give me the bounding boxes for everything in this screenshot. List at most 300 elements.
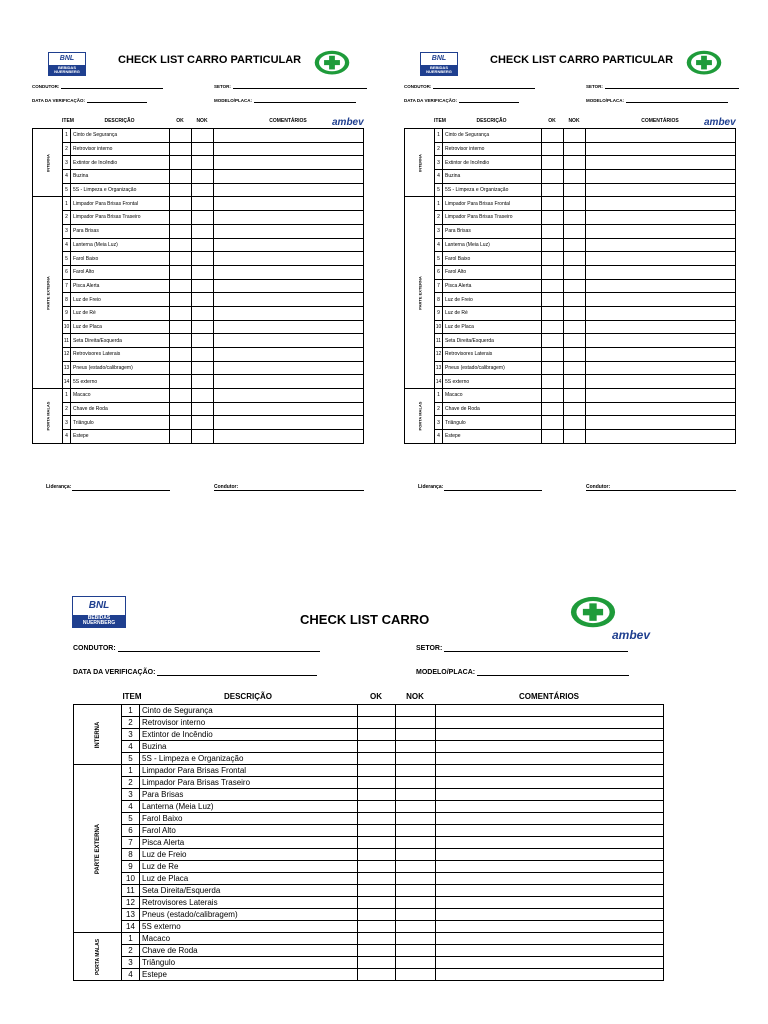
ok-cell[interactable] <box>170 320 192 334</box>
nok-cell[interactable] <box>396 705 436 717</box>
ok-cell[interactable] <box>358 909 396 921</box>
comment-cell[interactable] <box>436 741 664 753</box>
condutor-signature-line[interactable] <box>214 490 364 491</box>
item-number: 3 <box>63 224 71 238</box>
section-2 <box>33 389 63 444</box>
table-row <box>405 224 736 238</box>
ok-cell[interactable] <box>170 279 192 293</box>
comment-cell[interactable] <box>436 849 664 861</box>
nok-cell[interactable] <box>564 183 586 197</box>
table-row <box>405 238 736 252</box>
nok-cell[interactable] <box>396 885 436 897</box>
comment-cell[interactable] <box>436 933 664 945</box>
ok-cell[interactable] <box>170 361 192 375</box>
item-description: Buzina <box>443 170 542 184</box>
comment-cell[interactable] <box>436 921 664 933</box>
modelo-placa-field-label: MODELO/PLACA: <box>214 98 252 103</box>
ok-cell[interactable] <box>170 348 192 362</box>
ok-cell[interactable] <box>170 183 192 197</box>
nok-cell[interactable] <box>192 224 214 238</box>
comment-cell[interactable] <box>214 375 364 389</box>
ok-cell[interactable] <box>542 334 564 348</box>
comment-cell[interactable] <box>214 320 364 334</box>
ok-cell[interactable] <box>542 252 564 266</box>
nok-cell[interactable] <box>564 334 586 348</box>
nok-cell[interactable] <box>192 170 214 184</box>
ok-cell[interactable] <box>358 825 396 837</box>
ok-cell[interactable] <box>358 765 396 777</box>
comment-cell[interactable] <box>586 238 736 252</box>
nok-cell[interactable] <box>396 873 436 885</box>
nok-cell[interactable] <box>564 252 586 266</box>
comment-cell[interactable] <box>436 957 664 969</box>
comment-cell[interactable] <box>586 334 736 348</box>
comment-cell[interactable] <box>436 837 664 849</box>
section-label: INTERNA <box>45 153 50 172</box>
section-2 <box>405 389 435 444</box>
nok-cell[interactable] <box>396 801 436 813</box>
nok-cell[interactable] <box>396 789 436 801</box>
item-description: Luz de Re <box>140 861 358 873</box>
comment-cell[interactable] <box>214 142 364 156</box>
comment-cell[interactable] <box>586 183 736 197</box>
comment-cell[interactable] <box>214 402 364 416</box>
ok-cell[interactable] <box>358 897 396 909</box>
data-verificacao-field-line[interactable] <box>459 98 519 103</box>
table-row <box>33 334 364 348</box>
ok-cell[interactable] <box>358 885 396 897</box>
comment-cell[interactable] <box>586 252 736 266</box>
ok-cell[interactable] <box>170 430 192 444</box>
comment-cell[interactable] <box>436 873 664 885</box>
nok-cell[interactable] <box>564 375 586 389</box>
item-number: 1 <box>435 129 443 143</box>
nok-cell[interactable] <box>564 142 586 156</box>
ok-cell[interactable] <box>542 224 564 238</box>
comment-cell[interactable] <box>586 430 736 444</box>
item-number: 13 <box>122 909 140 921</box>
condutor-field[interactable] <box>404 84 535 89</box>
comment-cell[interactable] <box>214 156 364 170</box>
item-description: Luz de Freio <box>140 849 358 861</box>
table-row <box>74 861 664 873</box>
item-description: Pisca Alerta <box>443 279 542 293</box>
comment-cell[interactable] <box>214 224 364 238</box>
comment-cell[interactable] <box>586 402 736 416</box>
item-description: Luz de Placa <box>443 320 542 334</box>
ok-cell[interactable] <box>170 170 192 184</box>
setor-field-line[interactable] <box>233 84 367 89</box>
table-row <box>405 306 736 320</box>
nok-cell[interactable] <box>396 849 436 861</box>
setor-field[interactable] <box>214 84 367 89</box>
nok-cell[interactable] <box>396 921 436 933</box>
ok-cell[interactable] <box>542 348 564 362</box>
ok-cell[interactable] <box>542 197 564 211</box>
nok-cell[interactable] <box>564 279 586 293</box>
comment-cell[interactable] <box>436 729 664 741</box>
setor-field[interactable] <box>416 644 628 652</box>
comment-cell[interactable] <box>214 361 364 375</box>
comment-cell[interactable] <box>586 320 736 334</box>
comment-cell[interactable] <box>214 389 364 403</box>
ok-cell[interactable] <box>358 801 396 813</box>
condutor-field-line[interactable] <box>61 84 163 89</box>
ok-cell[interactable] <box>358 957 396 969</box>
ok-cell[interactable] <box>358 753 396 765</box>
table-row <box>405 320 736 334</box>
comment-cell[interactable] <box>436 801 664 813</box>
nok-cell[interactable] <box>192 211 214 225</box>
data-verificacao-field[interactable] <box>32 98 147 103</box>
item-number: 3 <box>122 729 140 741</box>
nok-cell[interactable] <box>564 293 586 307</box>
nok-cell[interactable] <box>192 142 214 156</box>
comment-cell[interactable] <box>586 170 736 184</box>
data-verificacao-field-label: DATA DA VERIFICAÇÃO: <box>32 98 85 103</box>
item-description: Macaco <box>140 933 358 945</box>
comment-cell[interactable] <box>214 183 364 197</box>
comment-cell[interactable] <box>436 777 664 789</box>
comment-cell[interactable] <box>214 348 364 362</box>
ok-cell[interactable] <box>358 873 396 885</box>
ok-cell[interactable] <box>358 717 396 729</box>
nok-cell[interactable] <box>564 320 586 334</box>
ok-cell[interactable] <box>358 933 396 945</box>
item-description: Farol Alto <box>71 265 170 279</box>
item-description: Chave de Roda <box>71 402 170 416</box>
ok-cell[interactable] <box>358 777 396 789</box>
nok-cell[interactable] <box>564 211 586 225</box>
item-description: Triângulo <box>140 957 358 969</box>
comment-cell[interactable] <box>436 705 664 717</box>
item-description: Luz de Freio <box>71 293 170 307</box>
item-description: Retrovisor interno <box>443 142 542 156</box>
item-description: Pneus (estado/calibragem) <box>140 909 358 921</box>
comment-cell[interactable] <box>586 265 736 279</box>
nok-cell[interactable] <box>192 252 214 266</box>
ok-cell[interactable] <box>358 789 396 801</box>
comment-cell[interactable] <box>586 129 736 143</box>
nok-cell[interactable] <box>564 389 586 403</box>
item-description: Buzina <box>140 741 358 753</box>
ok-cell[interactable] <box>170 129 192 143</box>
item-number: 3 <box>122 789 140 801</box>
nok-cell[interactable] <box>396 837 436 849</box>
ok-cell[interactable] <box>542 211 564 225</box>
ok-cell[interactable] <box>358 849 396 861</box>
nok-cell[interactable] <box>192 293 214 307</box>
comment-cell[interactable] <box>214 252 364 266</box>
setor-field-line[interactable] <box>444 644 628 652</box>
nok-cell[interactable] <box>564 265 586 279</box>
nok-cell[interactable] <box>192 156 214 170</box>
item-number: 6 <box>63 265 71 279</box>
nok-cell[interactable] <box>396 765 436 777</box>
nok-cell[interactable] <box>564 156 586 170</box>
nok-cell[interactable] <box>396 825 436 837</box>
item-number: 5 <box>435 252 443 266</box>
comment-cell[interactable] <box>214 170 364 184</box>
nok-cell[interactable] <box>396 717 436 729</box>
item-number: 2 <box>122 945 140 957</box>
nok-cell[interactable] <box>192 375 214 389</box>
table-row <box>33 142 364 156</box>
setor-field[interactable] <box>586 84 739 89</box>
nok-cell[interactable] <box>192 183 214 197</box>
ok-cell[interactable] <box>542 156 564 170</box>
nok-cell[interactable] <box>192 416 214 430</box>
comment-cell[interactable] <box>436 861 664 873</box>
ok-cell[interactable] <box>358 861 396 873</box>
ok-cell[interactable] <box>170 238 192 252</box>
nok-cell[interactable] <box>564 402 586 416</box>
comment-cell[interactable] <box>436 765 664 777</box>
modelo-placa-field-label: MODELO/PLACA: <box>416 669 476 676</box>
ok-cell[interactable] <box>542 238 564 252</box>
bnl-logo <box>48 52 86 76</box>
table-row <box>74 777 664 789</box>
nok-cell[interactable] <box>192 197 214 211</box>
comment-cell[interactable] <box>586 197 736 211</box>
nok-cell[interactable] <box>396 777 436 789</box>
nok-cell[interactable] <box>192 334 214 348</box>
ok-cell[interactable] <box>170 416 192 430</box>
comment-cell[interactable] <box>586 279 736 293</box>
nok-cell[interactable] <box>396 741 436 753</box>
comment-cell[interactable] <box>436 789 664 801</box>
ok-cell[interactable] <box>170 252 192 266</box>
ok-cell[interactable] <box>358 741 396 753</box>
comment-cell[interactable] <box>586 224 736 238</box>
nok-cell[interactable] <box>564 197 586 211</box>
ok-cell[interactable] <box>170 211 192 225</box>
lideranca-signature-line[interactable] <box>444 490 542 491</box>
comment-cell[interactable] <box>436 897 664 909</box>
item-number: 3 <box>63 416 71 430</box>
setor-field-line[interactable] <box>605 84 739 89</box>
nok-cell[interactable] <box>192 129 214 143</box>
ok-cell[interactable] <box>358 813 396 825</box>
data-verificacao-field-line[interactable] <box>157 668 317 676</box>
comment-cell[interactable] <box>586 156 736 170</box>
comment-cell[interactable] <box>586 361 736 375</box>
nok-cell[interactable] <box>396 861 436 873</box>
comment-cell[interactable] <box>214 265 364 279</box>
ok-cell[interactable] <box>170 142 192 156</box>
item-number: 12 <box>63 348 71 362</box>
comment-cell[interactable] <box>436 885 664 897</box>
condutor-field-label: CONDUTOR: <box>73 645 116 652</box>
header-nok: NOK <box>568 118 580 124</box>
condutor-signature-line[interactable] <box>586 490 736 491</box>
nok-cell[interactable] <box>192 361 214 375</box>
ok-cell[interactable] <box>358 969 396 981</box>
data-verificacao-field-line[interactable] <box>87 98 147 103</box>
comment-cell[interactable] <box>586 348 736 362</box>
modelo-placa-field-line[interactable] <box>477 668 629 676</box>
ok-cell[interactable] <box>170 224 192 238</box>
ok-cell[interactable] <box>170 293 192 307</box>
item-number: 12 <box>122 897 140 909</box>
ok-cell[interactable] <box>542 142 564 156</box>
ok-cell[interactable] <box>170 265 192 279</box>
nok-cell[interactable] <box>192 389 214 403</box>
comment-cell[interactable] <box>214 306 364 320</box>
comment-cell[interactable] <box>586 375 736 389</box>
condutor-field-line[interactable] <box>433 84 535 89</box>
table-row <box>74 933 664 945</box>
ok-cell[interactable] <box>358 705 396 717</box>
table-row <box>74 969 664 981</box>
comment-cell[interactable] <box>214 197 364 211</box>
nok-cell[interactable] <box>396 957 436 969</box>
table-row <box>33 224 364 238</box>
item-description: 5S externo <box>443 375 542 389</box>
ok-cell[interactable] <box>542 129 564 143</box>
nok-cell[interactable] <box>396 753 436 765</box>
condutor-field-line[interactable] <box>118 644 320 652</box>
condutor-field-label: CONDUTOR: <box>404 84 432 89</box>
modelo-placa-field[interactable] <box>214 98 356 103</box>
ok-cell[interactable] <box>170 389 192 403</box>
item-description: Cinto de Segurança <box>71 129 170 143</box>
nok-cell[interactable] <box>192 238 214 252</box>
nok-cell[interactable] <box>396 729 436 741</box>
item-description: Seta Direita/Esquerda <box>140 885 358 897</box>
comment-cell[interactable] <box>214 129 364 143</box>
ok-cell[interactable] <box>358 945 396 957</box>
modelo-placa-field[interactable] <box>416 668 629 676</box>
nok-cell[interactable] <box>564 348 586 362</box>
nok-cell[interactable] <box>564 170 586 184</box>
ok-cell[interactable] <box>542 361 564 375</box>
ok-cell[interactable] <box>358 837 396 849</box>
comment-cell[interactable] <box>214 334 364 348</box>
comment-cell[interactable] <box>214 238 364 252</box>
table-row <box>405 375 736 389</box>
nok-cell[interactable] <box>564 224 586 238</box>
comment-cell[interactable] <box>586 306 736 320</box>
nok-cell[interactable] <box>396 933 436 945</box>
lideranca-label: Liderança: <box>418 484 444 490</box>
comment-cell[interactable] <box>214 430 364 444</box>
nok-cell[interactable] <box>564 238 586 252</box>
ok-cell[interactable] <box>170 197 192 211</box>
item-description: 5S - Limpeza e Organização <box>140 753 358 765</box>
table-row <box>74 957 664 969</box>
nok-cell[interactable] <box>192 402 214 416</box>
comment-cell[interactable] <box>586 142 736 156</box>
ok-cell[interactable] <box>542 389 564 403</box>
comment-cell[interactable] <box>586 416 736 430</box>
nok-cell[interactable] <box>396 813 436 825</box>
comment-cell[interactable] <box>214 211 364 225</box>
nok-cell[interactable] <box>192 265 214 279</box>
comment-cell[interactable] <box>436 717 664 729</box>
ok-cell[interactable] <box>542 430 564 444</box>
nok-cell[interactable] <box>192 320 214 334</box>
item-description: Farol Alto <box>443 265 542 279</box>
item-number: 11 <box>122 885 140 897</box>
ok-cell[interactable] <box>542 183 564 197</box>
comment-cell[interactable] <box>214 416 364 430</box>
ok-cell[interactable] <box>542 265 564 279</box>
bnl-logo-bottom: BEBIDAS NUERNBERG <box>73 615 125 628</box>
header-item: ITEM <box>62 118 74 124</box>
comment-cell[interactable] <box>436 813 664 825</box>
nok-cell[interactable] <box>396 969 436 981</box>
ok-cell[interactable] <box>542 306 564 320</box>
table-row <box>74 729 664 741</box>
ok-cell[interactable] <box>542 402 564 416</box>
comment-cell[interactable] <box>586 293 736 307</box>
item-description: Extintor de Incêndio <box>71 156 170 170</box>
comment-cell[interactable] <box>436 969 664 981</box>
data-verificacao-field[interactable] <box>73 668 317 676</box>
modelo-placa-field-line[interactable] <box>254 98 356 103</box>
nok-cell[interactable] <box>564 129 586 143</box>
nok-cell[interactable] <box>564 430 586 444</box>
ok-cell[interactable] <box>170 156 192 170</box>
nok-cell[interactable] <box>396 945 436 957</box>
ok-cell[interactable] <box>170 375 192 389</box>
comment-cell[interactable] <box>436 825 664 837</box>
nok-cell[interactable] <box>192 306 214 320</box>
table-row <box>74 849 664 861</box>
condutor-field[interactable] <box>73 644 320 652</box>
ok-cell[interactable] <box>542 279 564 293</box>
ok-cell[interactable] <box>542 416 564 430</box>
comment-cell[interactable] <box>586 211 736 225</box>
lideranca-signature-line[interactable] <box>72 490 170 491</box>
comment-cell[interactable] <box>586 389 736 403</box>
comment-cell[interactable] <box>214 293 364 307</box>
ok-cell[interactable] <box>170 402 192 416</box>
nok-cell[interactable] <box>396 897 436 909</box>
item-description: Extintor de Incêndio <box>140 729 358 741</box>
nok-cell[interactable] <box>192 430 214 444</box>
ok-cell[interactable] <box>542 170 564 184</box>
comment-cell[interactable] <box>436 753 664 765</box>
condutor-field[interactable] <box>32 84 163 89</box>
nok-cell[interactable] <box>192 279 214 293</box>
data-verificacao-field[interactable] <box>404 98 519 103</box>
item-number: 5 <box>63 183 71 197</box>
ok-cell[interactable] <box>358 729 396 741</box>
modelo-placa-field[interactable] <box>586 98 728 103</box>
section-label: PARTE EXTERNA <box>417 276 422 310</box>
ok-cell[interactable] <box>170 334 192 348</box>
comment-cell[interactable] <box>214 279 364 293</box>
nok-cell[interactable] <box>396 909 436 921</box>
nok-cell[interactable] <box>564 416 586 430</box>
ok-cell[interactable] <box>542 320 564 334</box>
nok-cell[interactable] <box>564 361 586 375</box>
ok-cell[interactable] <box>542 293 564 307</box>
comment-cell[interactable] <box>436 909 664 921</box>
table-row <box>33 156 364 170</box>
ok-cell[interactable] <box>358 921 396 933</box>
modelo-placa-field-line[interactable] <box>626 98 728 103</box>
comment-cell[interactable] <box>436 945 664 957</box>
nok-cell[interactable] <box>192 348 214 362</box>
ok-cell[interactable] <box>170 306 192 320</box>
ok-cell[interactable] <box>542 375 564 389</box>
data-verificacao-field-label: DATA DA VERIFICAÇÃO: <box>404 98 457 103</box>
header-comentarios: COMENTÁRIOS <box>269 118 307 124</box>
nok-cell[interactable] <box>564 306 586 320</box>
